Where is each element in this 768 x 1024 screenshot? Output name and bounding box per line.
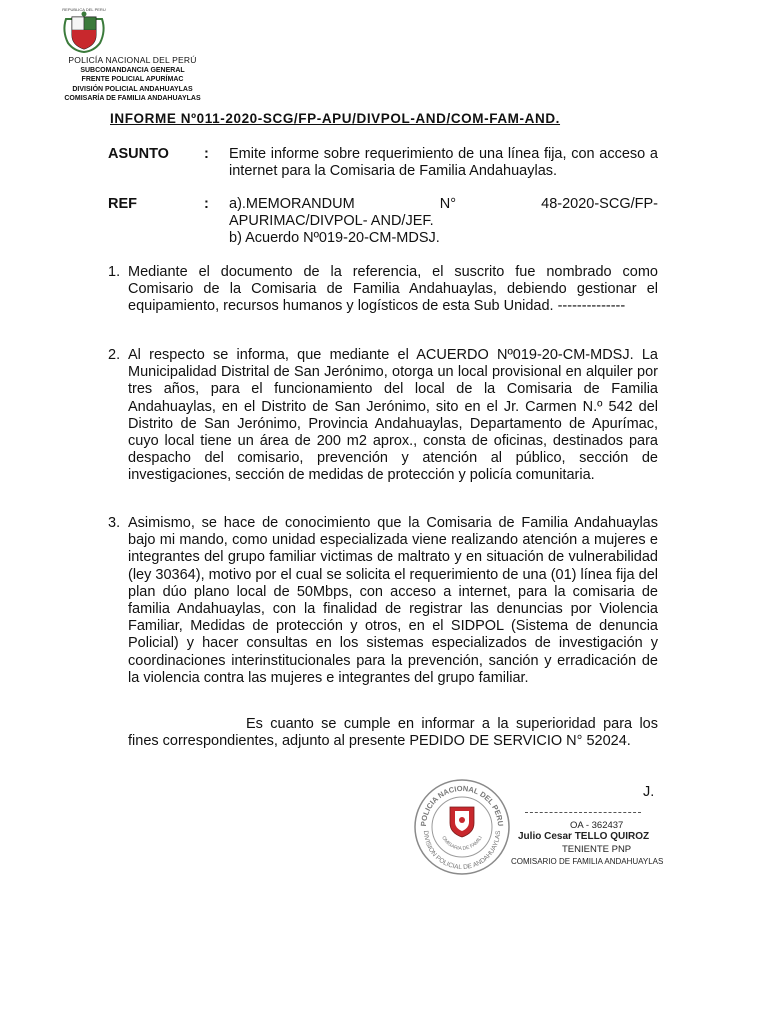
ref-b: b) Acuerdo Nº019-20-CM-MDSJ. [229,230,440,247]
closing-paragraph [128,716,658,750]
signature-rank: TENIENTE PNP [562,844,632,855]
peru-coat-of-arms-icon [58,5,110,55]
signature-name: Julio Cesar TELLO QUIROZ [518,831,650,842]
ref-a-part-2: N° [439,196,457,212]
ref-a-line-2: APURIMAC/DIVPOL- AND/JEF. [229,213,434,230]
ref-colon: : [204,196,209,212]
asunto-colon: : [204,146,209,162]
ref-a-part-3: 48-2020-SCG/FP- [541,196,658,212]
header-line-2: SUBCOMANDANCIA GENERAL [80,66,185,74]
paragraph-number: 2. [108,347,121,363]
paragraph-3 [108,515,658,687]
paragraph-number: 3. [108,515,121,531]
crest-caption: REPUBLICA DEL PERU [62,7,106,12]
seal-inner: OMISARIA DE FAMILI [440,835,484,852]
header-line-1: POLICÍA NACIONAL DEL PERÚ [68,55,197,65]
paragraph-2 [108,347,658,485]
signature-position: COMISARIO DE FAMILIA ANDAHUAYLAS [511,857,664,866]
closing-text: Es cuanto se cumple en informar a la superioridad para los fines correspondientes, adjunto al presente PEDIDO DE SERVICIO N° 52024. [128,716,658,750]
paragraph-text: Mediante el documento de la referencia, el suscrito fue nombrado como Comisario de la Comisaria de Familia Andahuaylas, debiendo gestionar el equipamiento, recursos humanos y logísticos de esta Sub Unidad. -------------- [128,264,658,315]
paragraph-text: Al respecto se informa, que mediante el ACUERDO Nº019-20-CM-MDSJ. La Municipalidad Distrital de San Jerónimo, otorga un local provisional en alquiler por tres años, para el funcionamiento del local de la Comisaria de Familia Andahuaylas, en el Distrito de San Jerónimo, sito en el Jr. Carmen N.º 542 del Distrito de San Jerónimo, Provincia Andahuaylas, Departamento de Apurímac, cuyo local tiene un área de 200 m2 aprox., consta de oficinas, destinados para despacho del comisario, prevención y atención al público, sección de investigaciones, sección de medidas de protección y policía comunitaria. [128,347,658,484]
signature-line [525,812,641,813]
ref-block [229,196,658,248]
asunto-label: ASUNTO [108,146,169,162]
police-seal-stamp [412,777,512,877]
header-line-5: COMISARÍA DE FAMILIA ANDAHUAYLAS [64,95,201,102]
paragraph-number: 1. [108,264,121,280]
ref-a-part-1: a).MEMORANDUM [229,196,355,212]
ref-label: REF [108,196,137,212]
seal-outer-top: POLICIA NACIONAL DEL PERU [418,783,506,827]
signature-cip: OA - 362437 [570,820,624,831]
paragraph-1 [108,264,658,316]
institution-header [30,56,235,104]
paragraph-text: Asimismo, se hace de conocimiento que la Comisaria de Familia Andahuaylas bajo mi mando, como unidad especializada viene realizando atención a mujeres e integrantes del grupo familiar victimas de maltrato y en situación de vulnerabilidad (ley 30364), motivo por el cual se solicita el requerimiento de una (01) línea fija del plan dúo plano local de 50Mbps, con acceso a internet, para la comisaria de familia Andahuaylas, con la finalidad de registrar las denuncias por Violencia Familiar, Medidas de protección y otros, en el SIDPOL (Sistema de denuncia Policial) y hacer consultas en los sistemas especializados de investigación y coordinaciones interinstitucionales para la prevención, sanción y erradicación de la violencia contra las mujeres e integrantes del grupo familiar. [128,515,658,686]
header-line-3: FRENTE POLICIAL APURÍMAC [81,76,184,83]
header-line-4: DIVISIÓN POLICIAL ANDAHUAYLAS [72,85,193,93]
report-title: INFORME Nº011-2020-SCG/FP-APU/DIVPOL-AND/COM-FAM-AND. [110,111,561,126]
asunto-text: Emite informe sobre requerimiento de una línea fija, con acceso a internet para la Comisaria de Familia Andahuaylas. [229,146,658,180]
seal-outer-bottom: DIVISION POLICIAL DE ANDAHUAYLAS [421,830,503,872]
stray-text: J. [643,784,655,800]
ref-a-line-1 [229,196,658,213]
